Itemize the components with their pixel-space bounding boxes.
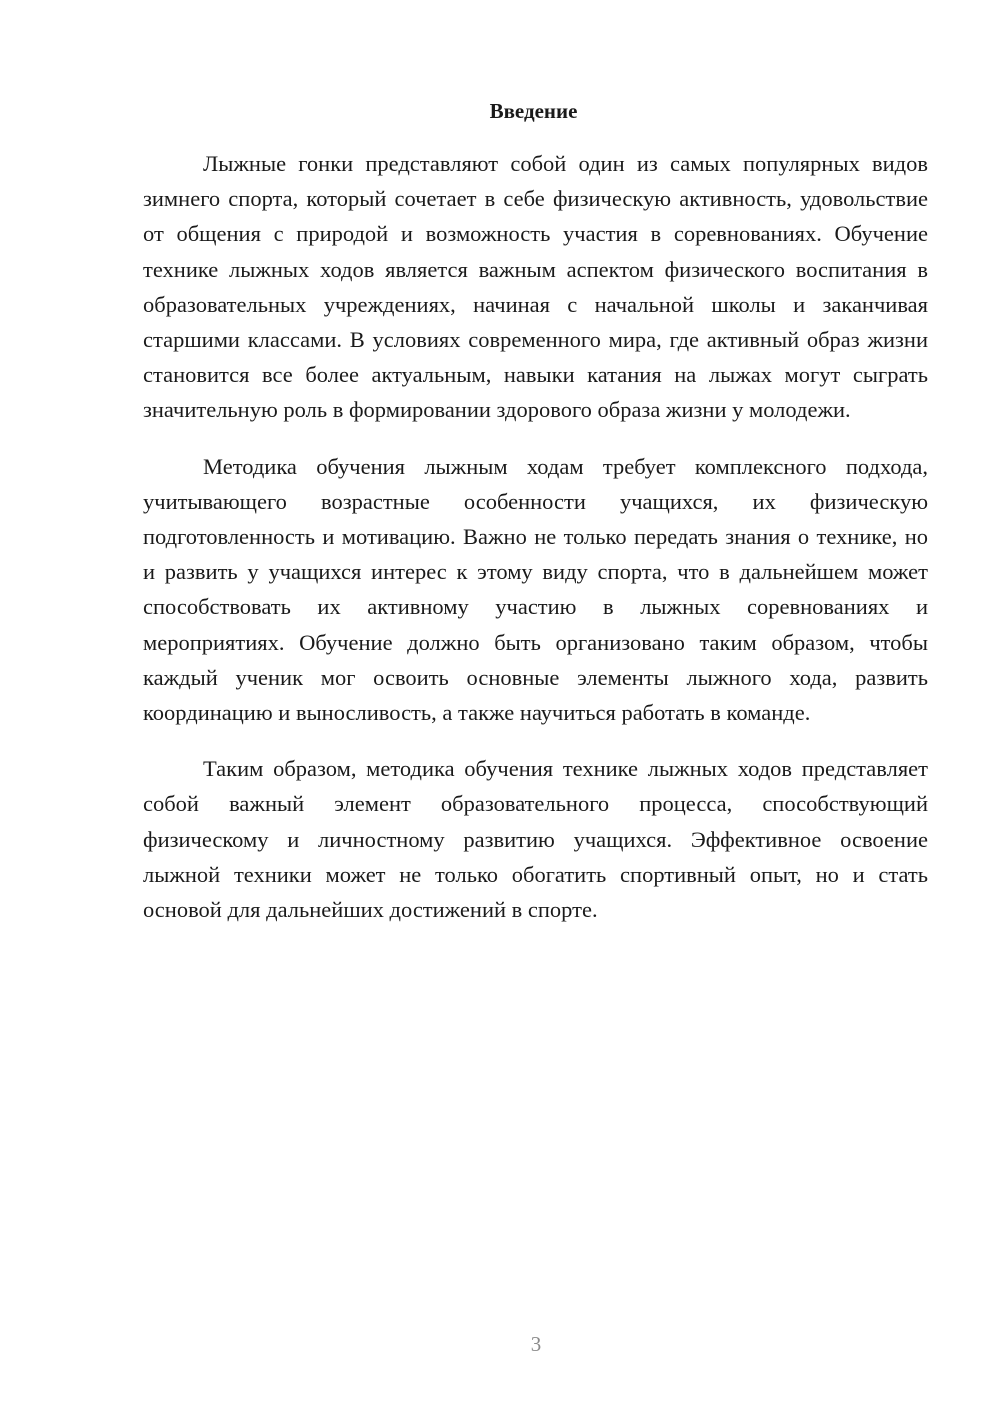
- page-number: 3: [530, 1332, 542, 1356]
- page-content: [143, 96, 928, 948]
- paragraph-3: Таким образом, методика обучения технике лыжных ходов представляет собой важный элемент образовательного процесса, способствующий физическому и личностному развитию учащихся. Эффективное освоение лыжной техники может не только обогатить спортивный опыт, но и стать основой для дальнейших достижений в спорте.: [143, 756, 928, 923]
- paragraph-1: Лыжные гонки представляют собой один из самых популярных видов зимнего спорта, который сочетает в себе физическую активность, удовольствие от общения с природой и возможность участия в соревнованиях. Обучение технике лыжных ходов является важным аспектом физического воспитания в образовательных учреждениях, начиная с начальной школы и заканчивая старшими классами. В условиях современного мира, где активный образ жизни становится все более актуальным, навыки катания на лыжах могут сыграть значительную роль в формировании здорового образа жизни у молодежи.: [143, 151, 928, 423]
- paragraph-2: Методика обучения лыжным ходам требует комплексного подхода, учитывающего возрастные особенности учащихся, их физическую подготовленность и мотивацию. Важно не только передать знания о технике, но и развить у учащихся интерес к этому виду спорта, что в дальнейшем может способствовать их активному участию в лыжных соревнованиях и мероприятиях. Обучение должно быть организовано таким образом, чтобы каждый ученик мог освоить основные элементы лыжного хода, развить координацию и выносливость, а также научиться работать в команде.: [143, 453, 928, 726]
- section-title: Введение: [489, 99, 578, 123]
